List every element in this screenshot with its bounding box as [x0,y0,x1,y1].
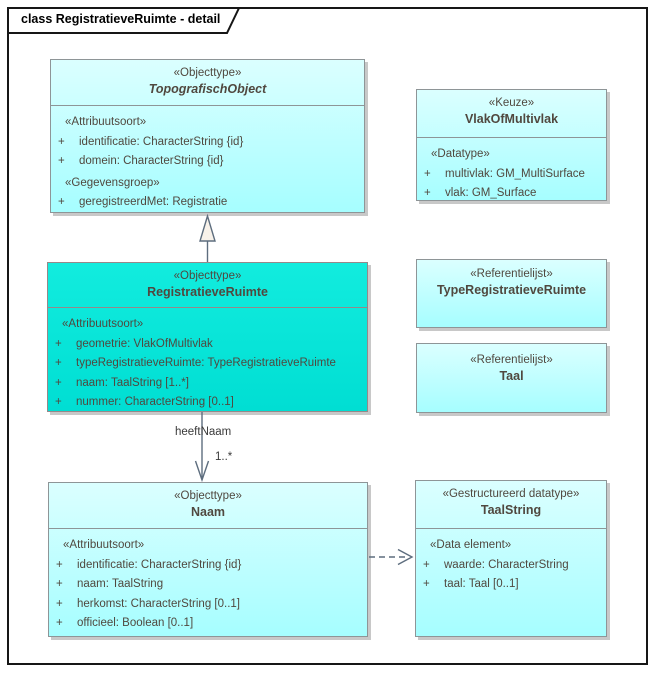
class-name: TypeRegistratieveRuimte [436,283,587,297]
attribute-row: + vlak: GM_Surface [424,187,537,199]
attributes-compartment [49,529,367,634]
stereotype-label: «Objecttype» [173,270,242,282]
attribute-row: + identificatie: CharacterString {id} [58,135,244,148]
attributes-compartment [51,106,364,213]
stereotype-row: «Gegevensgroep» [65,176,160,189]
stereotype-label: «Gestructureerd datatype» [442,488,580,500]
association-name-label: heeftNaam [175,426,232,438]
attribute-row: + multivlak: GM_MultiSurface [424,167,585,180]
stereotype-label: «Referentielijst» [470,268,553,280]
attributes-compartment [416,529,606,595]
stereotype-row: «Attribuutsoort» [65,116,147,128]
class-vlakofmultivlak[interactable] [416,89,607,201]
attribute-row: + naam: TaalString [56,578,164,590]
class-taalstring[interactable] [415,480,607,637]
class-registratieveruimte[interactable] [47,262,368,412]
attribute-row: + typeRegistratieveRuimte: TypeRegistratieveRuimte [55,357,336,369]
class-header [51,60,364,106]
attribute-row: + herkomst: CharacterString [0..1] [56,597,240,610]
class-topografischobject[interactable] [50,59,365,213]
class-name: TopografischObject [148,82,267,96]
attribute-row: + geregistreerdMet: Registratie [58,196,228,208]
attribute-row: + waarde: CharacterString [423,558,569,571]
attribute-row: + naam: TaalString [1..*] [55,376,189,389]
stereotype-row: «Datatype» [431,148,490,160]
class-header [416,481,606,529]
class-header [48,263,367,308]
class-name: Taal [499,369,524,383]
diagram-title-tab [7,7,241,34]
class-name: RegistratieveRuimte [147,285,268,299]
attribute-row: + geometrie: VlakOfMultivlak [55,337,213,350]
class-header [417,260,606,320]
class-header [417,90,606,138]
attributes-compartment [417,138,606,204]
class-name: VlakOfMultivlak [464,112,559,126]
class-typeregistratieveruimte[interactable] [416,259,607,328]
attribute-row: + officieel: Boolean [0..1] [56,617,194,629]
class-name: TaalString [480,503,542,517]
stereotype-label: «Keuze» [488,97,535,109]
association-multiplicity-label: 1..* [215,451,233,463]
class-naam[interactable] [48,482,368,637]
stereotype-row: «Data element» [430,539,512,551]
attribute-row: + taal: Taal [0..1] [423,578,519,590]
class-taal[interactable] [416,343,607,413]
stereotype-row: «Attribuutsoort» [63,539,145,551]
attribute-row: + nummer: CharacterString [0..1] [55,396,234,408]
stereotype-label: «Objecttype» [174,490,242,502]
class-header [417,344,606,404]
stereotype-label: «Referentielijst» [470,354,553,366]
attributes-compartment [48,308,367,413]
stereotype-row: «Attribuutsoort» [62,318,144,330]
class-name: Naam [190,505,226,519]
attribute-row: + domein: CharacterString {id} [58,155,224,167]
diagram-title: class RegistratieveRuimte - detail [21,12,221,26]
attribute-row: + identificatie: CharacterString {id} [56,558,242,571]
class-header [49,483,367,529]
stereotype-label: «Objecttype» [173,67,242,79]
